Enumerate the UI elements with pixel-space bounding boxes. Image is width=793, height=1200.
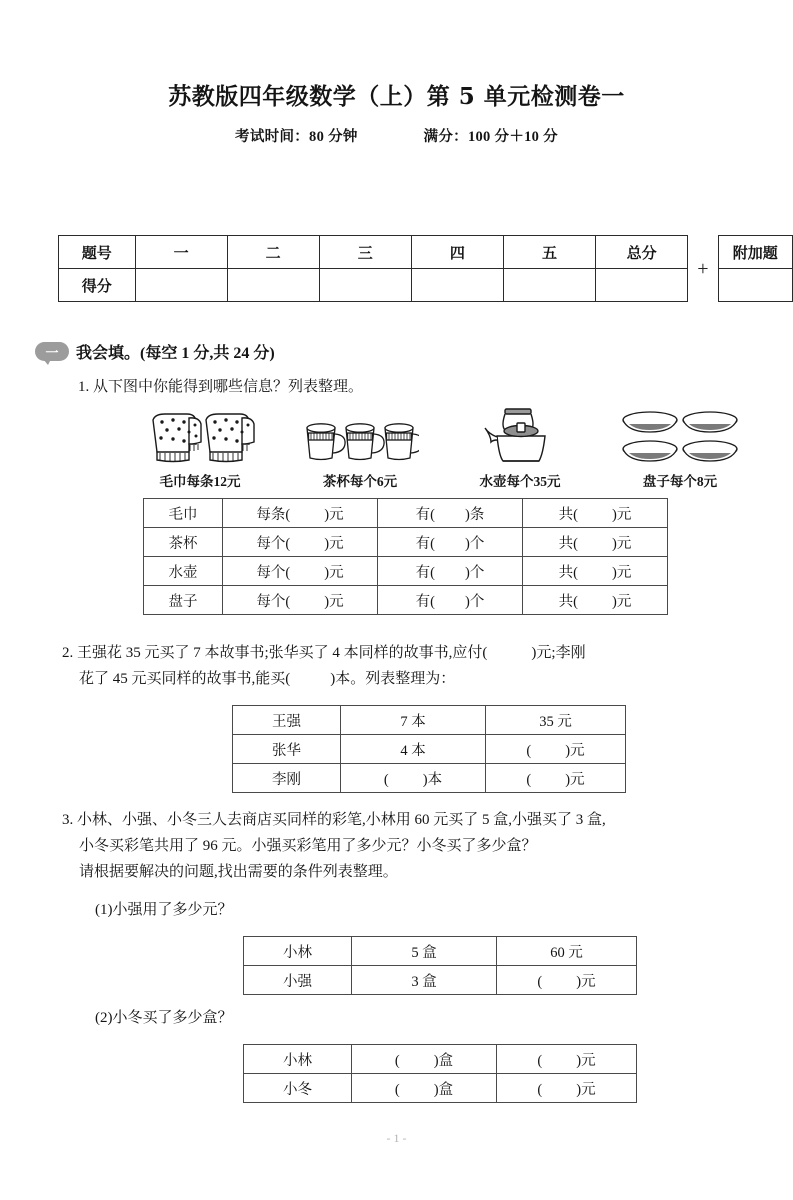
- table-row: [244, 937, 637, 966]
- illustration-towels: [120, 404, 280, 490]
- bonus-blank[interactable]: [718, 269, 792, 302]
- t1-r4-count[interactable]: 有( )个: [378, 586, 523, 615]
- t2-r1-name: 王强: [233, 706, 341, 735]
- score-col-1: 一: [135, 236, 227, 269]
- question-3-sub1-table: [243, 936, 637, 995]
- score-blank-5[interactable]: [503, 269, 595, 302]
- t2-r2-books: 4 本: [341, 735, 486, 764]
- t3-r1-name: 小林: [244, 937, 352, 966]
- t4-r2-boxes[interactable]: ( )盒: [352, 1074, 497, 1103]
- t1-r2-name: 茶杯: [144, 528, 223, 557]
- score-row-label-2: 得分: [59, 269, 136, 302]
- question-2-line-1: 2. 王强花 35 元买了 7 本故事书;张华买了 4 本同样的故事书,应付( )元;李刚: [62, 645, 586, 661]
- t3-r2-boxes: 3 盒: [352, 966, 497, 995]
- t1-r1-count[interactable]: 有( )条: [378, 499, 523, 528]
- t4-r1-money[interactable]: ( )元: [497, 1045, 637, 1074]
- worksheet-page: [0, 78, 793, 1200]
- table-row: [244, 966, 637, 995]
- question-3-text: [62, 807, 777, 885]
- score-blank-3[interactable]: [319, 269, 411, 302]
- score-col-total: 总分: [596, 236, 688, 269]
- t2-r1-money: 35 元: [486, 706, 626, 735]
- score-blank-total[interactable]: [596, 269, 688, 302]
- t2-r2-money[interactable]: ( )元: [486, 735, 626, 764]
- question-3-line-1: 3. 小林、小强、小冬三人去商店买同样的彩笔,小林用 60 元买了 5 盒,小强买了 3 盒,: [62, 812, 606, 828]
- illustration-kettle: [440, 404, 600, 490]
- score-table-area: [58, 235, 793, 302]
- t1-r4-unitprice[interactable]: 每个( )元: [223, 586, 378, 615]
- t3-r1-money: 60 元: [497, 937, 637, 966]
- t4-r2-money[interactable]: ( )元: [497, 1074, 637, 1103]
- score-blank-4[interactable]: [411, 269, 503, 302]
- t4-r1-name: 小林: [244, 1045, 352, 1074]
- t4-r1-boxes[interactable]: ( )盒: [352, 1045, 497, 1074]
- t1-r2-total[interactable]: 共( )元: [523, 528, 668, 557]
- score-table: [58, 235, 688, 302]
- t3-r1-boxes: 5 盒: [352, 937, 497, 966]
- score-col-3: 三: [319, 236, 411, 269]
- page-footer: - 1 -: [386, 1131, 407, 1145]
- plates-label: 盘子每个8元: [642, 474, 718, 489]
- score-blank-2[interactable]: [227, 269, 319, 302]
- t2-r3-books[interactable]: ( )本: [341, 764, 486, 793]
- question-1-number: 1.: [78, 379, 90, 395]
- t1-r4-name: 盘子: [144, 586, 223, 615]
- plates-icon: [600, 404, 760, 466]
- score-col-5: 五: [503, 236, 595, 269]
- question-2-number: 2.: [62, 645, 74, 661]
- kettle-label: 水壶每个35元: [479, 474, 561, 489]
- question-3-line-2: 小冬买彩笔共用了 96 元。小强买彩笔用了多少元？小冬买了多少盒？: [79, 838, 537, 854]
- table-row: [244, 1074, 637, 1103]
- table-row: [718, 269, 792, 302]
- exam-time: 考试时间：80 分钟: [235, 129, 358, 145]
- table-row: [233, 764, 626, 793]
- illustration-plates: [600, 404, 760, 490]
- t1-r3-unitprice[interactable]: 每个( )元: [223, 557, 378, 586]
- question-3-sub1-label: (1)小强用了多少元？: [95, 902, 233, 918]
- page-title: 苏教版四年级数学（上）第 5 单元检测卷一: [168, 83, 625, 110]
- score-col-4: 四: [411, 236, 503, 269]
- table-row: [144, 499, 668, 528]
- question-3-line-3: 请根据要解决的问题,找出需要的条件列表整理。: [79, 864, 398, 880]
- exam-meta: [0, 125, 793, 146]
- question-1-table: [143, 498, 668, 615]
- t1-r3-total[interactable]: 共( )元: [523, 557, 668, 586]
- score-blank-1[interactable]: [135, 269, 227, 302]
- section-marker-icon: 一: [35, 342, 69, 361]
- question-1-body: 从下图中你能得到哪些信息？列表整理。: [93, 379, 364, 395]
- kettle-icon: [440, 404, 600, 466]
- illustration-row: [120, 404, 760, 490]
- t3-r2-name: 小强: [244, 966, 352, 995]
- illustration-teacups: [280, 404, 440, 490]
- question-3-sub2-table: [243, 1044, 637, 1103]
- bonus-header: 附加题: [718, 236, 792, 269]
- table-row: [244, 1045, 637, 1074]
- t1-r3-count[interactable]: 有( )个: [378, 557, 523, 586]
- table-row: [144, 557, 668, 586]
- towels-label: 毛巾每条12元: [159, 474, 241, 489]
- t1-r4-total[interactable]: 共( )元: [523, 586, 668, 615]
- table-row: [59, 269, 688, 302]
- towels-icon: [120, 404, 280, 466]
- t3-r2-money[interactable]: ( )元: [497, 966, 637, 995]
- t1-r1-unitprice[interactable]: 每条( )元: [223, 499, 378, 528]
- t2-r3-name: 李刚: [233, 764, 341, 793]
- full-score: 满分：100 分＋10 分: [423, 129, 558, 145]
- t1-r3-name: 水壶: [144, 557, 223, 586]
- teacups-label: 茶杯每个6元: [322, 474, 398, 489]
- plus-icon: +: [697, 257, 709, 280]
- table-row: [718, 236, 792, 269]
- t1-r2-count[interactable]: 有( )个: [378, 528, 523, 557]
- bonus-table: [718, 235, 793, 302]
- section-heading-1: [35, 340, 275, 363]
- t1-r1-total[interactable]: 共( )元: [523, 499, 668, 528]
- teacups-icon: [280, 404, 440, 466]
- table-row: [233, 735, 626, 764]
- t2-r1-books: 7 本: [341, 706, 486, 735]
- question-3-number: 3.: [62, 812, 74, 828]
- score-row-label-1: 题号: [59, 236, 136, 269]
- table-row: [144, 528, 668, 557]
- table-row: [59, 236, 688, 269]
- table-row: [233, 706, 626, 735]
- t4-r2-name: 小冬: [244, 1074, 352, 1103]
- question-2-line-2: 花了 45 元买同样的故事书,能买( )本。列表整理为：: [79, 671, 456, 687]
- question-2-text: [62, 640, 777, 692]
- t2-r3-money[interactable]: ( )元: [486, 764, 626, 793]
- section-heading-text: 我会填。(每空 1 分,共 24 分): [76, 345, 275, 362]
- t2-r2-name: 张华: [233, 735, 341, 764]
- question-3-sub2-label: (2)小冬买了多少盒？: [95, 1010, 233, 1026]
- t1-r2-unitprice[interactable]: 每个( )元: [223, 528, 378, 557]
- t1-r1-name: 毛巾: [144, 499, 223, 528]
- score-col-2: 二: [227, 236, 319, 269]
- table-row: [144, 586, 668, 615]
- question-2-table: [232, 705, 626, 793]
- question-1-text: [78, 374, 363, 400]
